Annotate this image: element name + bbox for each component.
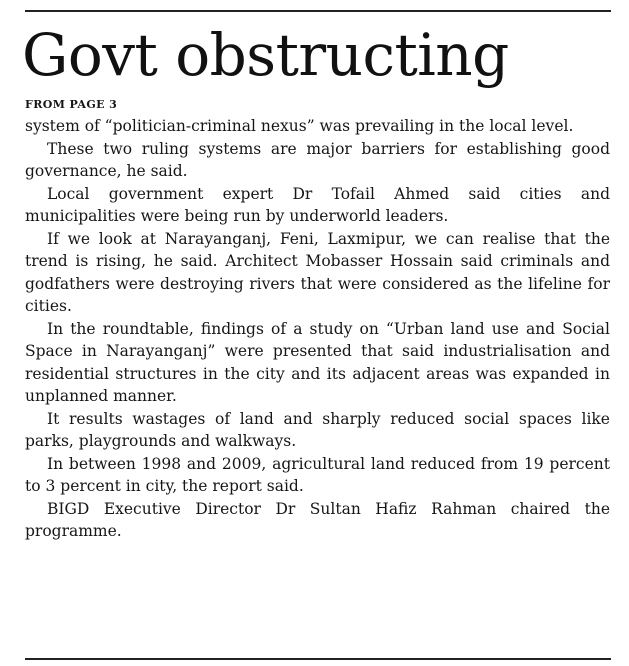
jump-label: FROM PAGE 3	[25, 98, 118, 111]
paragraph: Local government expert Dr Tofail Ahmed said cities and municipalities were being run by underworld leaders.	[25, 184, 610, 225]
bottom-rule	[25, 658, 611, 660]
headline: Govt obstructing	[22, 21, 509, 89]
top-rule	[25, 10, 611, 12]
paragraph: BIGD Executive Director Dr Sultan Hafiz Rahman chaired the programme.	[25, 499, 610, 540]
paragraph: system of “politician-criminal nexus” was prevailing in the local level.	[25, 117, 574, 135]
article-body	[25, 98, 610, 543]
paragraph: In the roundtable, findings of a study on “Urban land use and Social Space in Narayanganj” were presented that said industrialisation and residential structures in the city and its adjacent areas was expanded in unplanned manner.	[25, 319, 610, 405]
paragraph: In between 1998 and 2009, agricultural land reduced from 19 percent to 3 percent in city, the report said.	[25, 454, 610, 495]
paragraph: If we look at Narayanganj, Feni, Laxmipur, we can realise that the trend is rising, he said. Architect Mobasser Hossain said criminals and godfathers were destroying rivers that were considered as the lifeline for cities.	[25, 229, 610, 315]
paragraph: It results wastages of land and sharply reduced social spaces like parks, playgrounds and walkways.	[25, 409, 610, 450]
paragraph: These two ruling systems are major barriers for establishing good governance, he said.	[25, 139, 610, 180]
